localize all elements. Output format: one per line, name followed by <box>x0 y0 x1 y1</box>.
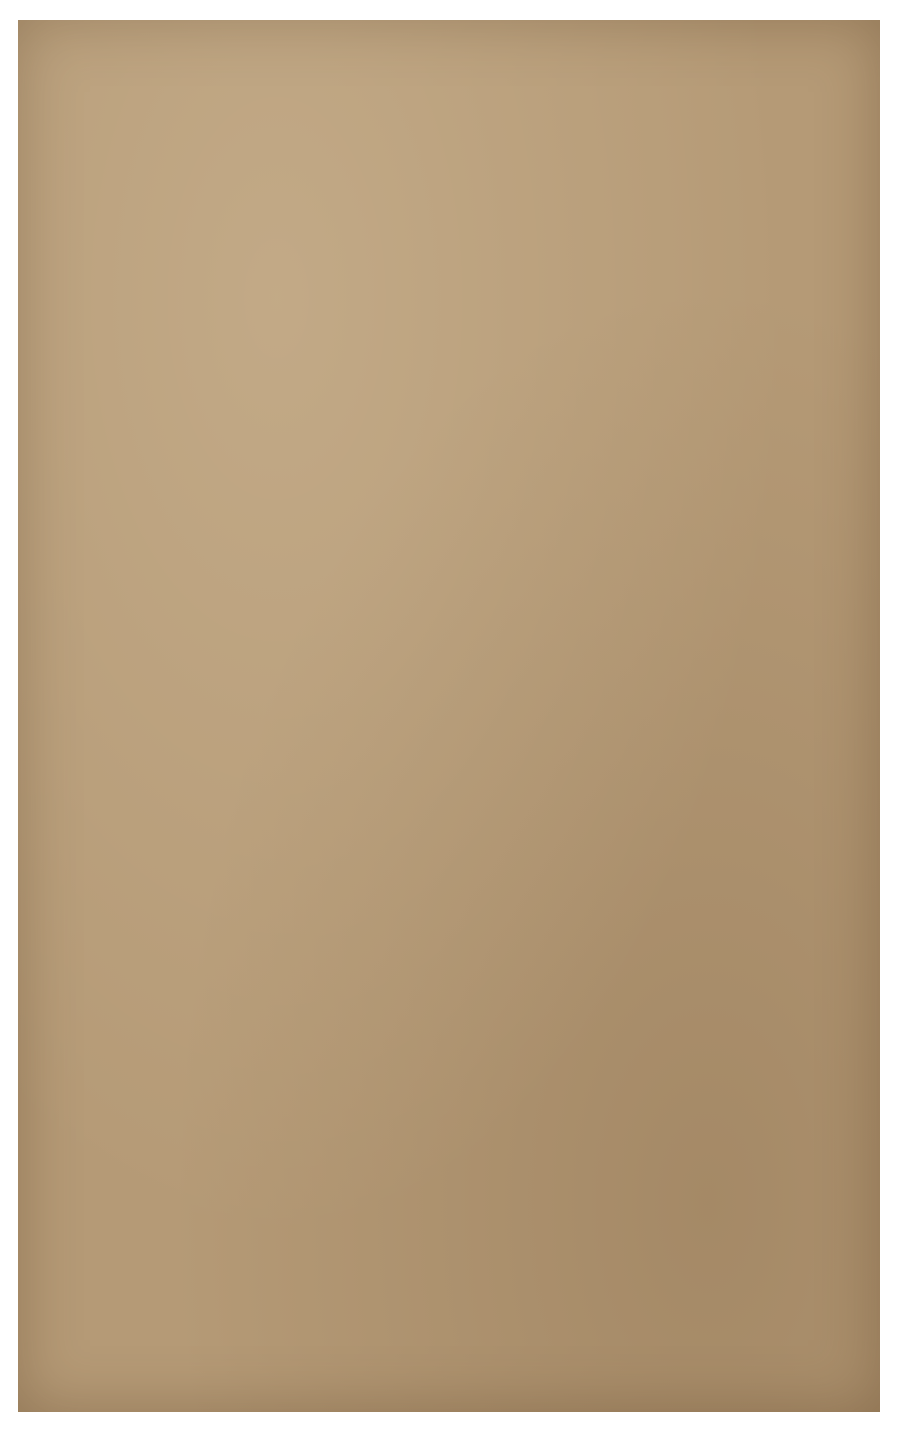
book-page <box>18 20 880 1412</box>
